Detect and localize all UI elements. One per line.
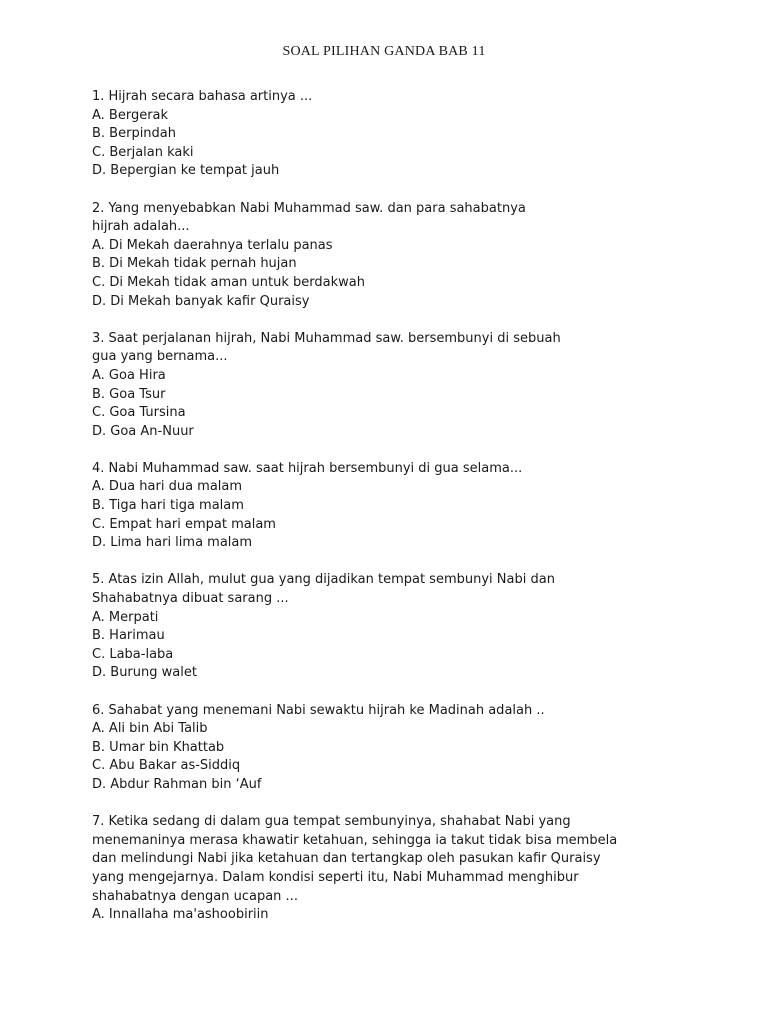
question-text: 4. Nabi Muhammad saw. saat hijrah bersembunyi di gua selama... [92,460,523,476]
option-c: C. Abu Bakar as-Siddiq [92,758,241,774]
option-d: D. Abdur Rahman bin ‘Auf [92,776,262,792]
option-b: B. Berpindah [92,126,177,142]
option-b: B. Tiga hari tiga malam [92,498,244,514]
question-1 [92,88,692,181]
question-text: 1. Hijrah secara bahasa artinya ... [92,89,313,104]
question-5 [92,571,692,683]
option-c: C. Berjalan kaki [92,144,194,160]
option-a: A. Bergerak [92,107,169,123]
option-d: D. Lima hari lima malam [92,535,253,551]
option-a: A. Di Mekah daerahnya terlalu panas [92,237,333,253]
option-c: C. Di Mekah tidak aman untuk berdakwah [92,274,365,290]
option-a: A. Ali bin Abi Talib [92,721,208,737]
option-d: D. Burung walet [92,665,197,681]
option-a: A. Innallaha ma'ashoobiriin [92,907,269,923]
option-d: D. Goa An-Nuur [92,423,194,439]
option-b: B. Di Mekah tidak pernah hujan [92,256,297,272]
question-3 [92,330,692,442]
document-title: SOAL PILIHAN GANDA BAB 11 [282,44,486,59]
option-a: A. Goa Hira [92,367,166,383]
option-a: A. Merpati [92,609,159,625]
question-7 [92,813,692,925]
question-2 [92,200,692,312]
option-b: B. Goa Tsur [92,386,166,402]
question-text: 2. Yang menyebabkan Nabi Muhammad saw. dan para sahabatnya hijrah adalah... [92,200,526,235]
question-text: 6. Sahabat yang menemani Nabi sewaktu hijrah ke Madinah adalah .. [92,702,545,718]
option-b: B. Harimau [92,628,165,644]
option-c: C. Empat hari empat malam [92,516,276,532]
question-6 [92,702,692,795]
question-4 [92,460,692,553]
question-text: 5. Atas izin Allah, mulut gua yang dijadikan tempat sembunyi Nabi dan Shahabatnya dibuat sarang ... [92,572,555,607]
option-a: A. Dua hari dua malam [92,479,243,495]
question-list [92,88,692,943]
option-d: D. Di Mekah banyak kafir Quraisy [92,293,310,309]
option-b: B. Umar bin Khattab [92,739,225,755]
option-c: C. Goa Tursina [92,405,186,421]
question-text: 7. Ketika sedang di dalam gua tempat sembunyinya, shahabat Nabi yang menemaninya merasa khawatir ketahuan, sehingga ia takut tidak bisa membela dan melindungi Nabi jika ketahuan dan tertangkap oleh pasukan kafir Quraisy yang mengejarnya. Dalam kondisi seperti itu, Nabi Muhammad menghibur shahabatnya dengan ucapan ... [92,814,618,904]
option-d: D. Bepergian ke tempat jauh [92,163,280,179]
question-text: 3. Saat perjalanan hijrah, Nabi Muhammad saw. bersembunyi di sebuah gua yang bernama... [92,330,561,365]
option-c: C. Laba-laba [92,646,174,662]
